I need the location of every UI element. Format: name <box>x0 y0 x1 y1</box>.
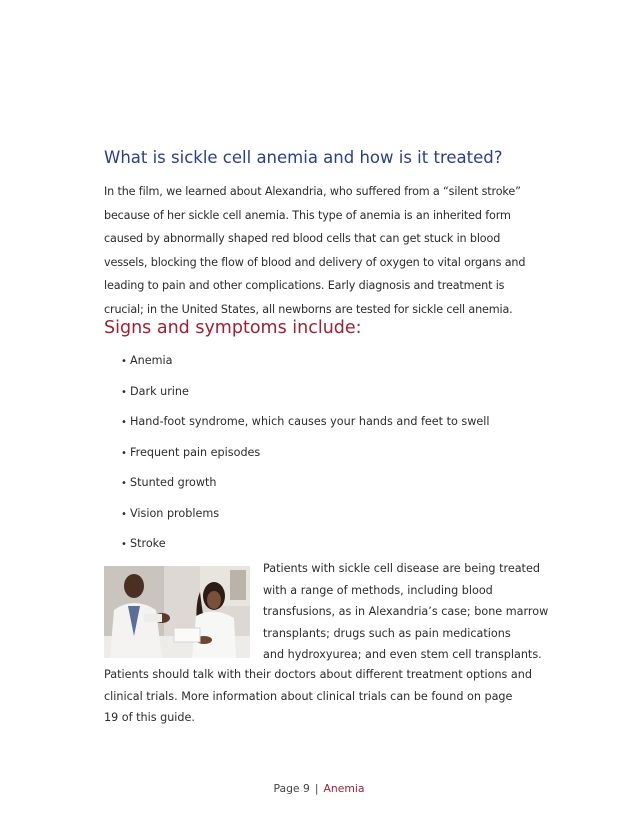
page-footer <box>0 782 638 795</box>
section-heading: What is sickle cell anemia and how is it treated? <box>104 148 503 167</box>
doctor-patient-photo <box>104 566 250 658</box>
list-item <box>121 407 490 438</box>
intro-paragraph <box>104 180 629 322</box>
symptoms-list <box>121 346 490 560</box>
list-item <box>121 438 490 469</box>
list-item <box>121 346 490 377</box>
bullet-icon: • <box>121 539 127 550</box>
list-item <box>121 499 490 530</box>
intro-line: because of her sickle cell anemia. This type of anemia is an inherited form <box>104 208 511 222</box>
closing-line: Patients should talk with their doctors about different treatment options and <box>104 668 532 681</box>
treatment-line: Patients with sickle cell disease are being treated <box>263 562 540 575</box>
symptom-text: Stroke <box>130 537 166 550</box>
list-item <box>121 377 490 408</box>
bullet-icon: • <box>121 447 127 459</box>
symptom-text: Vision problems <box>130 506 220 520</box>
treatment-paragraph <box>263 558 553 666</box>
page-number: Page 9 <box>273 782 310 795</box>
photo-illustration <box>104 566 250 658</box>
symptom-text: Dark urine <box>130 384 189 398</box>
symptom-text: Stunted growth <box>130 476 217 489</box>
treatment-line: transplants; drugs such as pain medications <box>263 626 511 640</box>
treatment-line: and hydroxyurea; and even stem cell transplants. <box>263 648 542 662</box>
intro-line: leading to pain and other complications. Early diagnosis and treatment is <box>104 279 505 293</box>
intro-line: crucial; in the United States, all newborns are tested for sickle cell anemia. <box>104 302 513 316</box>
list-item <box>121 529 490 560</box>
bullet-icon: • <box>121 356 127 367</box>
symptoms-heading: Signs and symptoms include: <box>104 318 362 338</box>
symptom-text: Frequent pain episodes <box>130 445 261 459</box>
intro-line: In the film, we learned about Alexandria, who suffered from a “silent stroke” <box>104 185 521 198</box>
bullet-icon: • <box>121 478 127 489</box>
footer-separator: | <box>314 782 319 795</box>
closing-line: clinical trials. More information about clinical trials can be found on page <box>104 689 513 703</box>
intro-line: caused by abnormally shaped red blood cells that can get stuck in blood <box>104 232 501 246</box>
closing-line: 19 of this guide. <box>104 711 195 725</box>
intro-line: vessels, blocking the flow of blood and delivery of oxygen to vital organs and <box>104 255 526 269</box>
bullet-icon: • <box>121 417 127 428</box>
symptom-text: Hand-foot syndrome, which causes your hands and feet to swell <box>130 415 490 428</box>
treatment-line: transfusions, as in Alexandria’s case; bone marrow <box>263 605 549 619</box>
bullet-icon: • <box>121 386 127 398</box>
closing-paragraph <box>104 664 624 729</box>
section-name: Anemia <box>323 782 365 795</box>
list-item <box>121 468 490 499</box>
bullet-icon: • <box>121 508 127 520</box>
treatment-line: with a range of methods, including blood <box>263 583 493 597</box>
symptom-text: Anemia <box>130 354 173 367</box>
